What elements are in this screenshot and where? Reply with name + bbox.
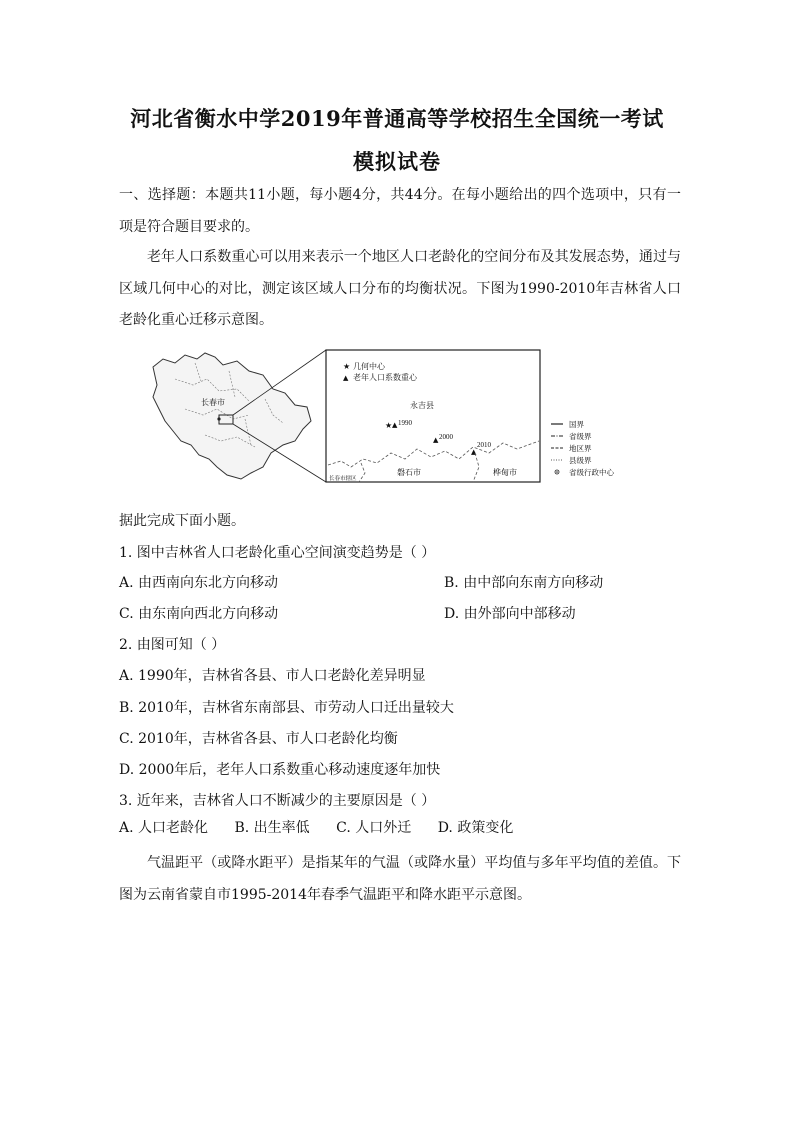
passage-2: 气温距平（或降水距平）是指某年的气温（或降水量）平均值与多年平均值的差值。下图为云南省蒙自市1995-2014年春季气温距平和降水距平示意图。 bbox=[119, 855, 681, 903]
legend-geometric-center: 几何中心 bbox=[353, 362, 385, 371]
q3-option-d[interactable]: D. 政策变化 bbox=[437, 820, 514, 836]
year-2000-label: 2000 bbox=[439, 433, 453, 441]
q1-option-c[interactable]: C. 由东南向西北方向移动 bbox=[119, 606, 279, 622]
aging-center-map-figure bbox=[145, 349, 645, 487]
q1-stem: 1. 图中吉林省人口老龄化重心空间演变趋势是（ ） bbox=[119, 545, 436, 561]
q1-option-b[interactable]: B. 由中部向东南方向移动 bbox=[444, 575, 604, 591]
q2-option-c[interactable]: C. 2010年，吉林省各县、市人口老龄化均衡 bbox=[119, 731, 398, 747]
changchun-label: 长春市 bbox=[201, 398, 225, 407]
legend-aging-center: 老年人口系数重心 bbox=[353, 373, 417, 382]
passage-1: 老年人口系数重心可以用来表示一个地区人口老龄化的空间分布及其发展态势，通过与区域几何中心的对比，测定该区域人口分布的均衡状况。下图为1990-2010年吉林省人口老龄化重心迁移示意图。 bbox=[119, 249, 681, 328]
q2-option-a[interactable]: A. 1990年，吉林省各县、市人口老龄化差异明显 bbox=[119, 668, 426, 684]
svg-text:★: ★ bbox=[385, 421, 393, 430]
legend-prefecture-border: 地区界 bbox=[569, 444, 592, 453]
year-2010-label: 2010 bbox=[477, 441, 491, 449]
yongji-county-label: 永吉县 bbox=[410, 401, 434, 410]
legend-national-border: 国界 bbox=[569, 420, 584, 429]
changchun-district-label: 长春市辖区 bbox=[329, 476, 357, 482]
q2-option-b[interactable]: B. 2010年，吉林省东南部县、市劳动人口迁出量较大 bbox=[119, 700, 454, 716]
q2-option-d[interactable]: D. 2000年后，老年人口系数重心移动速度逐年加快 bbox=[119, 762, 441, 778]
q1-option-a[interactable]: A. 由西南向东北方向移动 bbox=[119, 575, 279, 591]
q3-option-c[interactable]: C. 人口外迁 bbox=[336, 820, 412, 836]
panshi-label: 磐石市 bbox=[397, 468, 421, 477]
section-intro: 一、选择题：本题共11小题，每小题4分，共44分。在每小题给出的四个选项中，只有一项是符合题目要求的。 bbox=[119, 187, 681, 235]
svg-text:▲: ▲ bbox=[433, 436, 439, 444]
svg-text:▲: ▲ bbox=[392, 421, 398, 429]
svg-text:▲: ▲ bbox=[471, 448, 477, 456]
q3-stem: 3. 近年来，吉林省人口不断减少的主要原因是（ ） bbox=[119, 793, 436, 809]
jilin-province-outline bbox=[153, 353, 311, 479]
exam-title: 河北省衡水中学2019年普通高等学校招生全国统一考试 bbox=[130, 106, 664, 131]
q3-option-a[interactable]: A. 人口老龄化 bbox=[119, 820, 209, 836]
exam-subtitle: 模拟试卷 bbox=[353, 149, 441, 174]
q3-options bbox=[119, 817, 535, 837]
svg-text:▲: ▲ bbox=[343, 374, 349, 382]
answer-prompt: 据此完成下面小题。 bbox=[119, 513, 245, 529]
legend-county-border: 县级界 bbox=[569, 456, 592, 465]
huadian-label: 桦甸市 bbox=[493, 468, 517, 477]
q2-stem: 2. 由图可知（ ） bbox=[119, 637, 226, 653]
q3-option-b[interactable]: B. 出生率低 bbox=[234, 820, 310, 836]
legend-provincial-capital: 省级行政中心 bbox=[569, 468, 614, 477]
svg-text:★: ★ bbox=[343, 362, 351, 371]
legend-provincial-border: 省级界 bbox=[569, 432, 592, 441]
year-1990-label: 1990 bbox=[398, 419, 412, 427]
q1-option-d[interactable]: D. 由外部向中部移动 bbox=[444, 606, 576, 622]
